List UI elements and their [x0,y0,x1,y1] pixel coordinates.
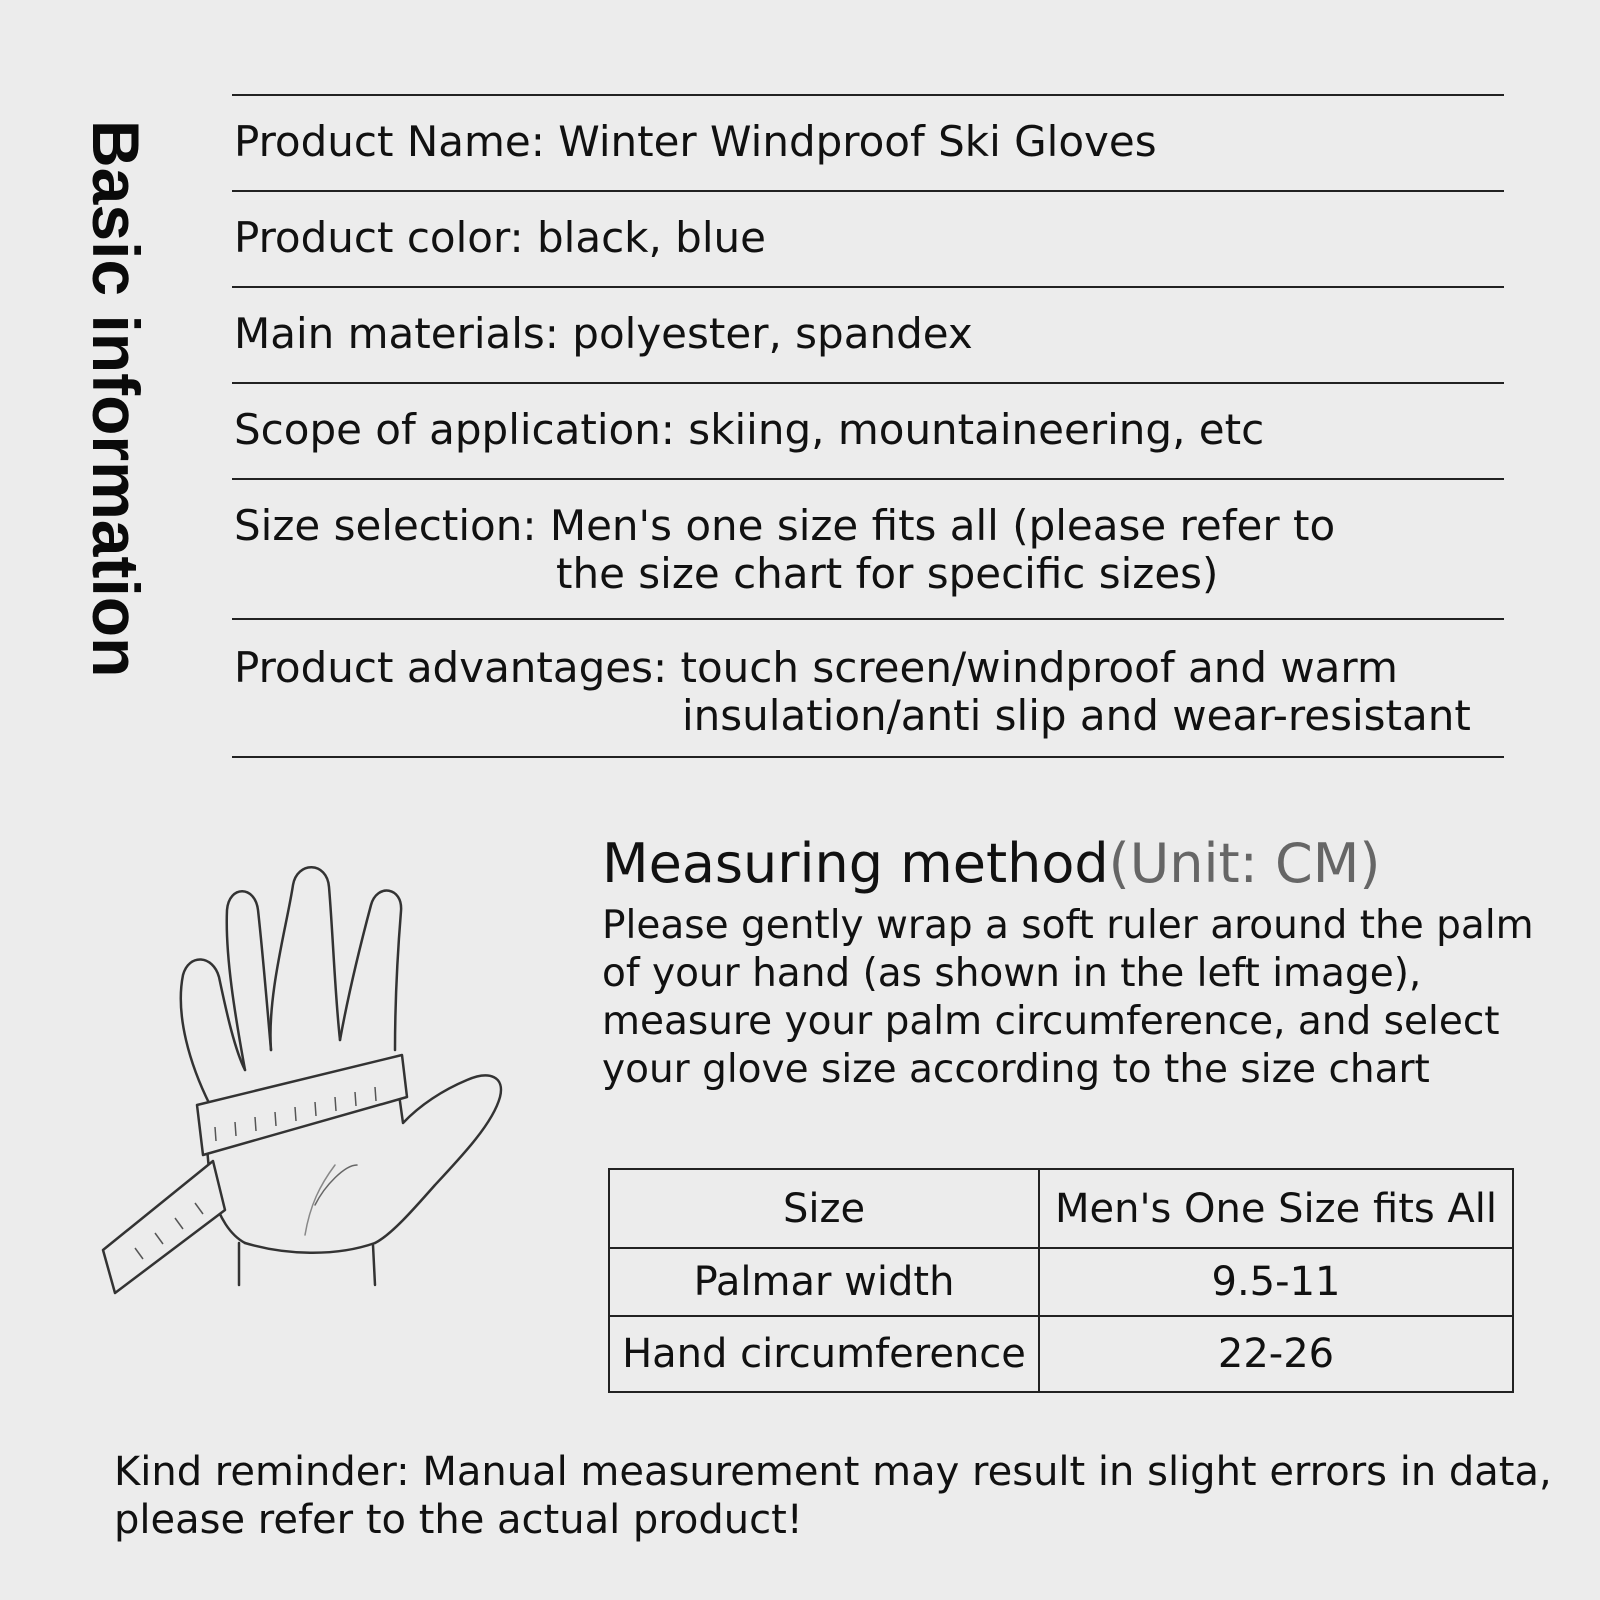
wrist-right [373,1245,375,1285]
info-row-product-color [232,190,1504,286]
ring-finger [227,891,271,1070]
basic-info-list [232,94,1504,758]
table-cell-palmar-width-label: Palmar width [609,1248,1039,1316]
table-cell-hand-circumference-value: 22-26 [1039,1316,1513,1392]
table-cell-hand-circumference-label: Hand circumference [609,1316,1039,1392]
index-finger [340,891,401,1050]
measuring-method-heading: Measuring method [602,832,1109,895]
info-row-main-materials [232,286,1504,382]
product-color-text: Product color: black, blue [234,213,766,262]
size-selection-text-line2: the size chart for specific sizes) [556,549,1219,598]
basic-information-label: Basic information [79,120,153,678]
table-row [609,1316,1513,1392]
table-row [609,1169,1513,1248]
table-cell-palmar-width-value: 9.5-11 [1039,1248,1513,1316]
measuring-instructions: Please gently wrap a soft ruler around the palm of your hand (as shown in the left image), measure your palm circumference, and select your glove size according to the size chart [602,903,1534,1092]
info-row-scope [232,382,1504,478]
measuring-method-title [602,832,1562,896]
size-chart-table [608,1168,1514,1393]
middle-finger [270,867,340,1050]
main-materials-text: Main materials: polyester, spandex [234,309,973,358]
advantages-text-line1: Product advantages: touch screen/windproof and warm [234,643,1398,692]
product-name-text: Product Name: Winter Windproof Ski Gloves [234,117,1157,166]
unit-label: (Unit: CM) [1108,832,1381,895]
size-selection-text-line1: Size selection: Men's one size fits all (please refer to [234,501,1336,550]
palm-bottom [245,1243,375,1253]
pinky-finger [181,959,245,1105]
tape-tail [103,1161,225,1293]
info-row-product-name [232,94,1504,190]
info-row-advantages [232,618,1504,758]
table-cell-size-value: Men's One Size fits All [1039,1169,1513,1248]
scope-text: Scope of application: skiing, mountaineering, etc [234,405,1265,454]
info-row-size-selection [232,478,1504,618]
hand-measuring-illustration [95,865,525,1325]
table-cell-size-label: Size [609,1169,1039,1248]
basic-information-title [62,120,172,760]
advantages-text-line2: insulation/anti slip and wear-resistant [682,691,1471,740]
measuring-method-section [602,832,1562,1094]
kind-reminder-text: Kind reminder: Manual measurement may result in slight errors in data, please refer to the actual product! [114,1449,1552,1543]
table-row [609,1248,1513,1316]
tape-band [197,1055,407,1155]
